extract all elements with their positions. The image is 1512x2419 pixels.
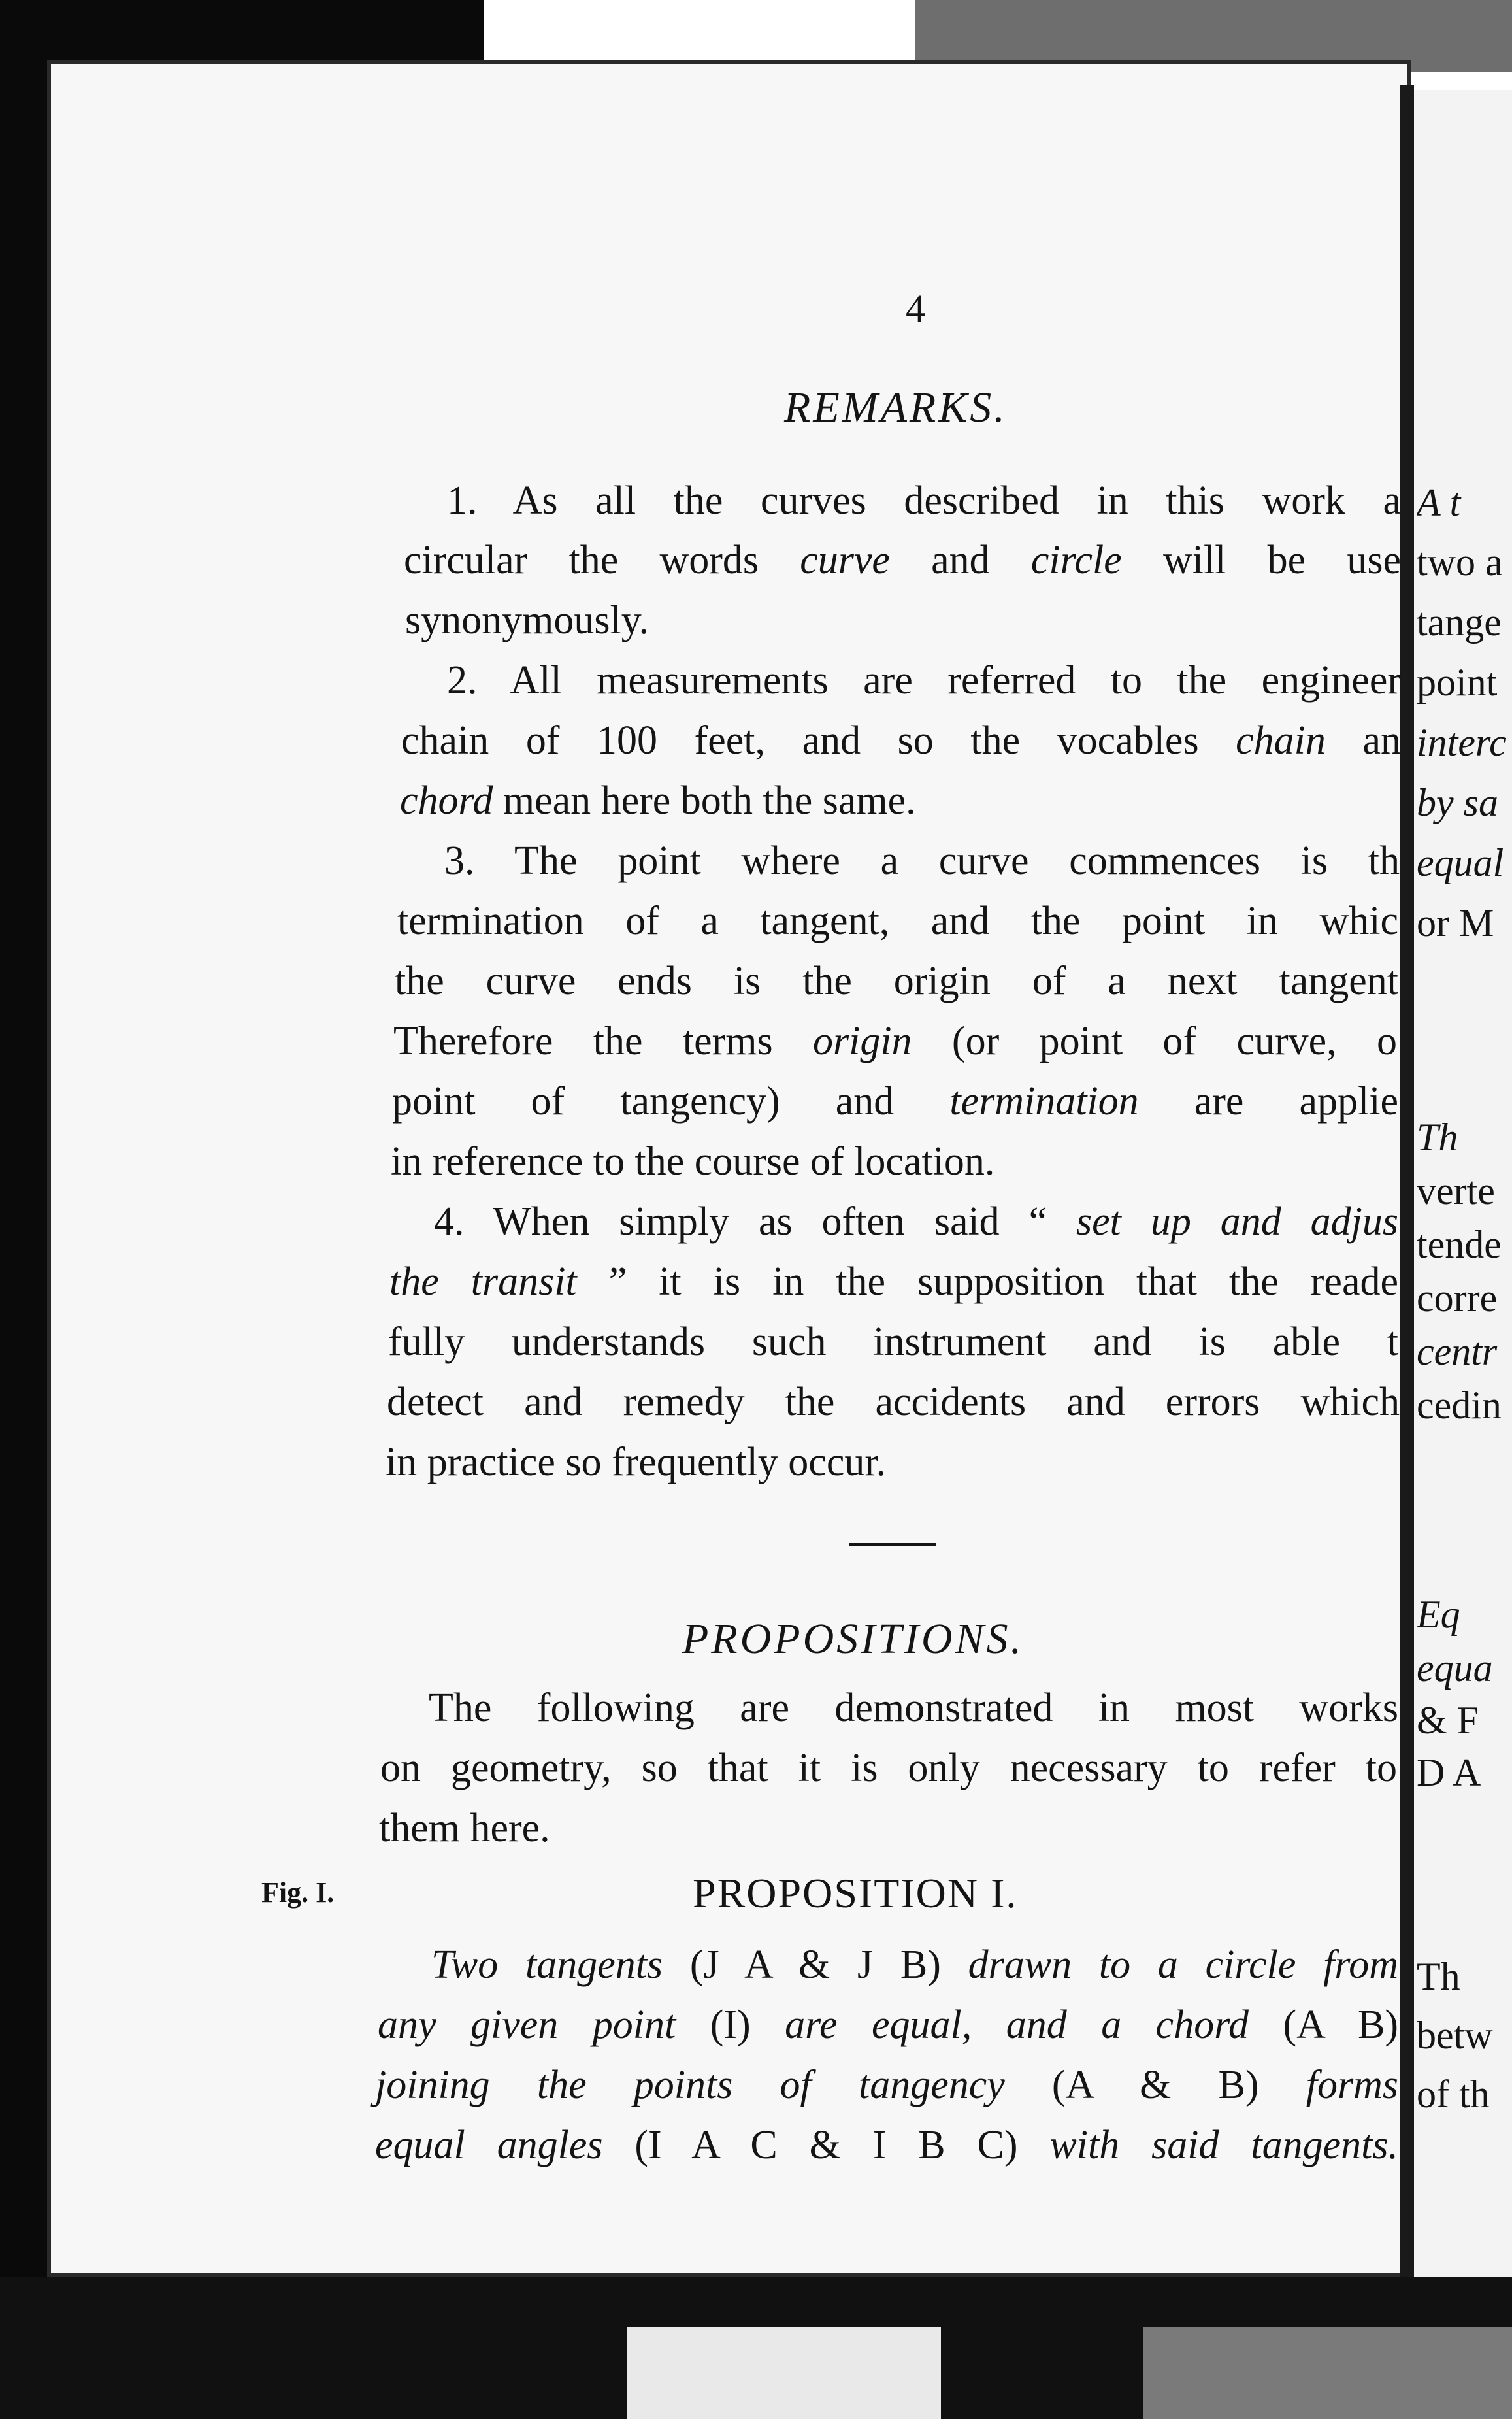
text-run: (A B): [1249, 2003, 1399, 2047]
text-line: [375, 2125, 1398, 2165]
right-page-fragment: Th: [1417, 1955, 1460, 1998]
propositions-heading: PROPOSITIONS.: [682, 1615, 1025, 1663]
italic-text: termination: [949, 1079, 1139, 1124]
italic-text: curve: [800, 538, 890, 582]
text-run: 4. When simply as often said “: [434, 1199, 1077, 1244]
text-line: [401, 720, 1401, 761]
text-run: point of tangency) and: [392, 1079, 950, 1124]
italic-text: chord: [400, 778, 493, 823]
italic-text: with said tangents.: [1049, 2123, 1398, 2167]
right-page-fragment: or M: [1417, 901, 1494, 944]
text-line: [404, 540, 1401, 580]
text-run: Therefore the terms: [393, 1019, 813, 1063]
italic-text: forms: [1306, 2063, 1398, 2107]
text-line: [429, 1688, 1398, 1728]
text-line: [375, 2065, 1398, 2105]
italic-text: any given point: [378, 2003, 676, 2047]
text-run: ” it is in the supposition that the reade: [576, 1260, 1398, 1304]
proposition-1-heading: PROPOSITION I.: [693, 1870, 1018, 1916]
text-line: [393, 1021, 1397, 1061]
text-run: fully understands such instrument and is able t: [388, 1320, 1398, 1364]
text-line: [447, 660, 1401, 701]
text-line: [405, 600, 649, 641]
text-run: will be use: [1121, 538, 1401, 582]
text-line: [389, 1261, 1398, 1302]
text-run: (J A & J B): [663, 1943, 968, 1987]
text-run: mean here both the same.: [493, 778, 916, 823]
text-line: [379, 1808, 550, 1848]
text-run: 1. As all the curves described in this work a: [447, 478, 1401, 523]
text-line: [378, 2005, 1398, 2045]
text-run: termination of a tangent, and the point in whic: [397, 899, 1398, 943]
right-page-fragment: betw: [1417, 2014, 1493, 2057]
scan-border-left: [0, 0, 47, 2419]
text-line: [380, 1748, 1397, 1788]
right-page-fragment: two a: [1417, 541, 1503, 584]
text-line: [400, 780, 916, 821]
right-page-fragment: equa: [1417, 1646, 1493, 1690]
text-line: [387, 1382, 1400, 1422]
text-run: an: [1325, 718, 1401, 763]
text-run: (I): [676, 2003, 785, 2047]
right-page-fragment: tende: [1417, 1223, 1502, 1266]
right-page-fragment: verte: [1417, 1169, 1495, 1212]
right-page-fragment: interc: [1417, 721, 1507, 764]
figure-label: Fig. I.: [261, 1877, 335, 1909]
text-run: them here.: [379, 1806, 550, 1850]
text-line: [431, 1944, 1398, 1985]
section-divider: [849, 1543, 936, 1546]
right-page-fragment: of th: [1417, 2073, 1490, 2116]
right-page-fragment: & F: [1417, 1699, 1479, 1742]
scan-border-top-left: [0, 0, 484, 65]
italic-text: are equal, and a chord: [785, 2003, 1249, 2047]
text-run: 3. The point where a curve commences is th: [444, 839, 1400, 883]
right-page-fragment: tange: [1417, 601, 1502, 644]
text-run: (A & B): [1004, 2063, 1306, 2107]
italic-text: chain: [1236, 718, 1326, 763]
page-gutter: [1400, 85, 1414, 2277]
text-line: [386, 1442, 886, 1482]
italic-text: origin: [812, 1019, 912, 1063]
italic-text: set up and adjus: [1076, 1199, 1398, 1244]
right-page-fragment: D A: [1417, 1751, 1481, 1794]
text-run: chain of 100 feet, and so the vocables: [401, 718, 1236, 763]
text-run: the curve ends is the origin of a next tangent: [395, 959, 1398, 1003]
page-number: 4: [906, 287, 925, 330]
text-run: The following are demonstrated in most works: [429, 1686, 1398, 1730]
right-page-fragment: centr: [1417, 1330, 1498, 1373]
scan-border-bottom-right: [1143, 2327, 1512, 2419]
text-line: [434, 1201, 1398, 1242]
text-run: detect and remedy the accidents and errors which: [387, 1380, 1400, 1424]
right-page-fragment: A t: [1417, 481, 1461, 524]
italic-text: joining the points of tangency: [375, 2063, 1005, 2107]
text-run: 2. All measurements are referred to the engineer: [447, 658, 1401, 703]
text-run: circular the words: [404, 538, 800, 582]
right-page-fragment: equal: [1417, 841, 1504, 884]
text-run: (I A C & I B C): [602, 2123, 1050, 2167]
right-page-fragment: by sa: [1417, 781, 1498, 824]
italic-text: circle: [1030, 538, 1122, 582]
right-page-fragment: Th: [1417, 1116, 1458, 1159]
text-line: [447, 480, 1401, 521]
right-page-fragment: point: [1417, 661, 1498, 704]
italic-text: Two tangents: [431, 1943, 663, 1987]
italic-text: equal angles: [375, 2123, 603, 2167]
text-run: (or point of curve, o: [912, 1019, 1397, 1063]
right-page-fragment: Eq: [1417, 1593, 1460, 1636]
text-line: [397, 901, 1398, 941]
text-run: synonymously.: [405, 598, 649, 642]
text-run: and: [889, 538, 1031, 582]
text-run: are applie: [1138, 1079, 1399, 1124]
text-line: [444, 841, 1400, 881]
text-line: [388, 1322, 1398, 1362]
text-run: in reference to the course of location.: [391, 1139, 995, 1184]
italic-text: the transit: [389, 1260, 577, 1304]
italic-text: drawn to a circle from: [968, 1943, 1398, 1987]
text-run: on geometry, so that it is only necessary to refer to: [380, 1746, 1397, 1790]
right-page-fragment: cedin: [1417, 1384, 1502, 1427]
scan-border-bottom-light: [627, 2327, 941, 2419]
remarks-heading: REMARKS.: [784, 384, 1008, 431]
text-run: in practice so frequently occur.: [386, 1440, 887, 1484]
text-line: [395, 961, 1398, 1001]
text-line: [392, 1081, 1398, 1122]
text-line: [391, 1141, 994, 1182]
right-page-fragment: corre: [1417, 1276, 1498, 1320]
